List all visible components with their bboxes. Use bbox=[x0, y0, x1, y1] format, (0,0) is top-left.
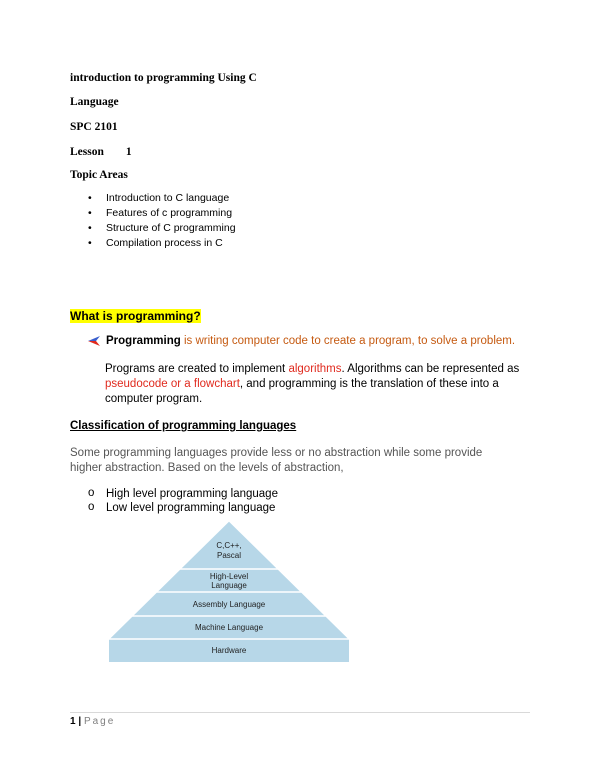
list-item: • Compilation process in C bbox=[88, 237, 223, 249]
topic-areas-heading: Topic Areas bbox=[70, 169, 128, 181]
list-item: o Low level programming language bbox=[88, 501, 276, 514]
list-item: o High level programming language bbox=[88, 487, 278, 500]
pyramid-level-1-line1: C,C++, bbox=[216, 541, 242, 550]
arrow-bullet-icon bbox=[88, 336, 100, 346]
footer-separator: | bbox=[78, 716, 82, 727]
bullet-icon: • bbox=[88, 222, 92, 234]
lesson-heading bbox=[70, 145, 132, 159]
course-code: SPC 2101 bbox=[70, 121, 118, 133]
footer-divider bbox=[70, 712, 530, 713]
abstraction-pyramid-diagram bbox=[109, 521, 349, 662]
lesson-label: Lesson bbox=[70, 146, 104, 158]
bullet-icon: • bbox=[88, 237, 92, 249]
lesson-number: 1 bbox=[125, 146, 132, 158]
list-item: • Features of c programming bbox=[88, 207, 233, 219]
page-footer bbox=[70, 716, 115, 727]
programming-term: Programming bbox=[106, 335, 181, 347]
circle-bullet-icon: o bbox=[88, 501, 95, 513]
classification-description: Some programming languages provide less or no abstraction while some provide higher abstraction. Based on the levels of abstraction, bbox=[70, 447, 483, 474]
page-word: Page bbox=[83, 716, 116, 727]
pyramid-level-2-line2: Language bbox=[211, 581, 247, 590]
circle-bullet-icon: o bbox=[88, 487, 95, 499]
pyramid-level-2-line1: High-Level bbox=[209, 572, 249, 581]
algorithms-term: algorithms bbox=[288, 363, 342, 375]
programming-def: is writing computer code to create a program, to solve a problem. bbox=[180, 335, 516, 347]
topic-list bbox=[88, 191, 236, 251]
course-title: introduction to programming Using C bbox=[70, 72, 257, 84]
pseudocode-term: pseudocode or a flowchart bbox=[105, 378, 240, 390]
pyramid-level-5: Hardware bbox=[211, 646, 247, 655]
programming-definition bbox=[88, 335, 515, 347]
list-item: • Introduction to C language bbox=[88, 192, 230, 204]
list-item: • Structure of C programming bbox=[88, 222, 236, 234]
page-number: 1 bbox=[70, 716, 76, 727]
programs-paragraph: Programs are created to implement algorithms. Algorithms can be represented as pseudocode or a flowchart, and programming is the translation of these into a computer program. bbox=[105, 363, 520, 405]
language-heading: Language bbox=[70, 96, 119, 108]
section-title: What is programming? bbox=[70, 309, 201, 323]
pyramid-level-4: Machine Language bbox=[194, 623, 264, 632]
classification-title: Classification of programming languages bbox=[70, 420, 297, 432]
language-level-list bbox=[88, 487, 278, 515]
pyramid-level-3: Assembly Language bbox=[192, 600, 266, 609]
bullet-icon: • bbox=[88, 207, 92, 219]
pyramid-level-1-line2: Pascal bbox=[216, 551, 242, 560]
bullet-icon: • bbox=[88, 192, 92, 204]
